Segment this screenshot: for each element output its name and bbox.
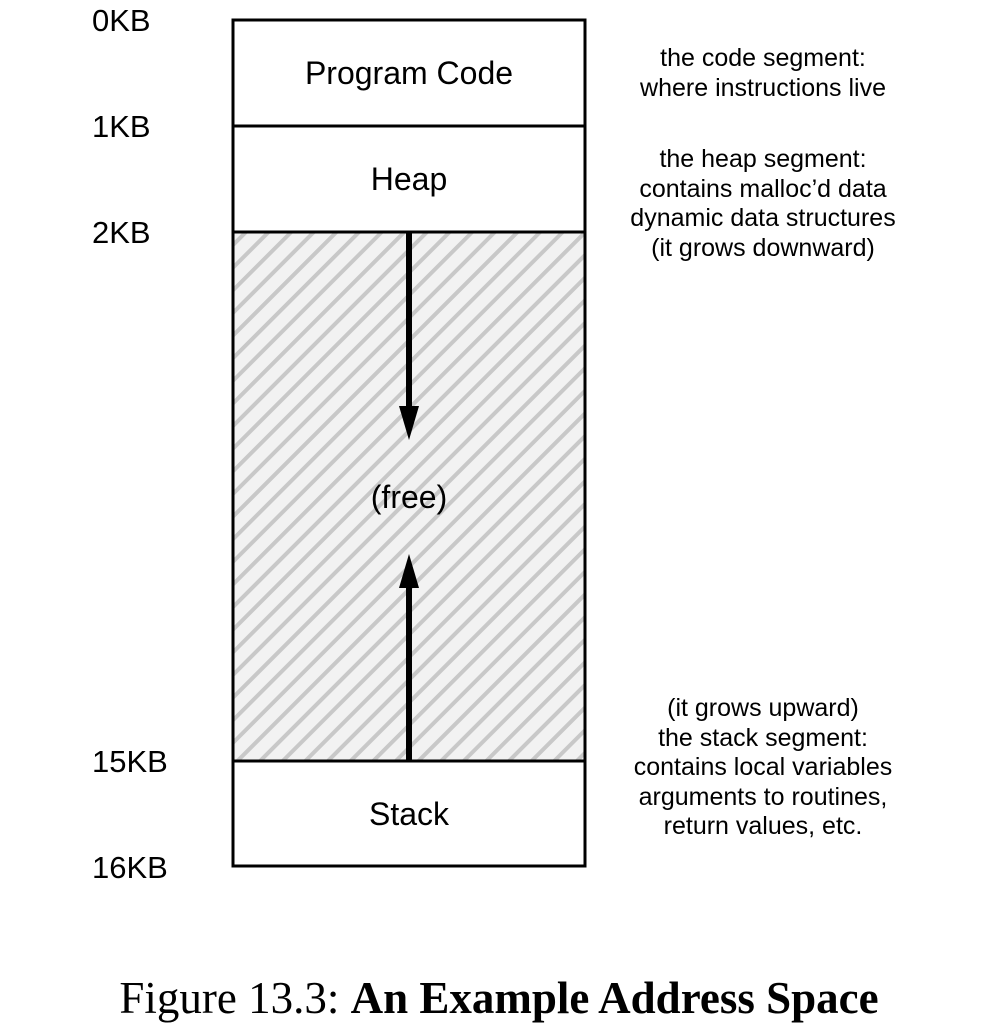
stack-note-line: the stack segment: [658, 723, 868, 752]
stack-segment-note [593, 694, 933, 842]
address-label-16kb: 16KB [92, 850, 168, 885]
caption-title: An Example Address Space [350, 973, 879, 1023]
heap-note-line: dynamic data structures [630, 204, 896, 232]
segment-label-free: (free) [370, 479, 448, 515]
segment-label-stack: Stack [368, 796, 450, 832]
stack-note-line: (it grows upward) [667, 694, 859, 722]
address-label-2kb: 2KB [92, 215, 151, 250]
caption-prefix: Figure 13.3: [119, 973, 340, 1023]
stack-note-line: contains local variables [633, 753, 893, 781]
address-label-1kb: 1KB [92, 109, 151, 144]
code-segment-note [593, 44, 933, 103]
code-note-line: where instructions live [640, 73, 886, 102]
stack-note-line: return values, etc. [663, 812, 863, 840]
address-label-0kb: 0KB [92, 3, 151, 38]
address-label-15kb: 15KB [92, 744, 168, 779]
code-note-line: the code segment: [660, 44, 866, 72]
heap-note-line: the heap segment: [659, 145, 867, 173]
heap-note-line: (it grows downward) [651, 233, 875, 262]
figure-caption [0, 968, 998, 1028]
heap-segment-note [593, 145, 933, 263]
heap-note-line: contains malloc’d data [639, 174, 887, 203]
stack-note-line: arguments to routines, [638, 782, 888, 811]
segment-label-heap: Heap [370, 161, 448, 197]
segment-label-program-code: Program Code [304, 55, 514, 91]
